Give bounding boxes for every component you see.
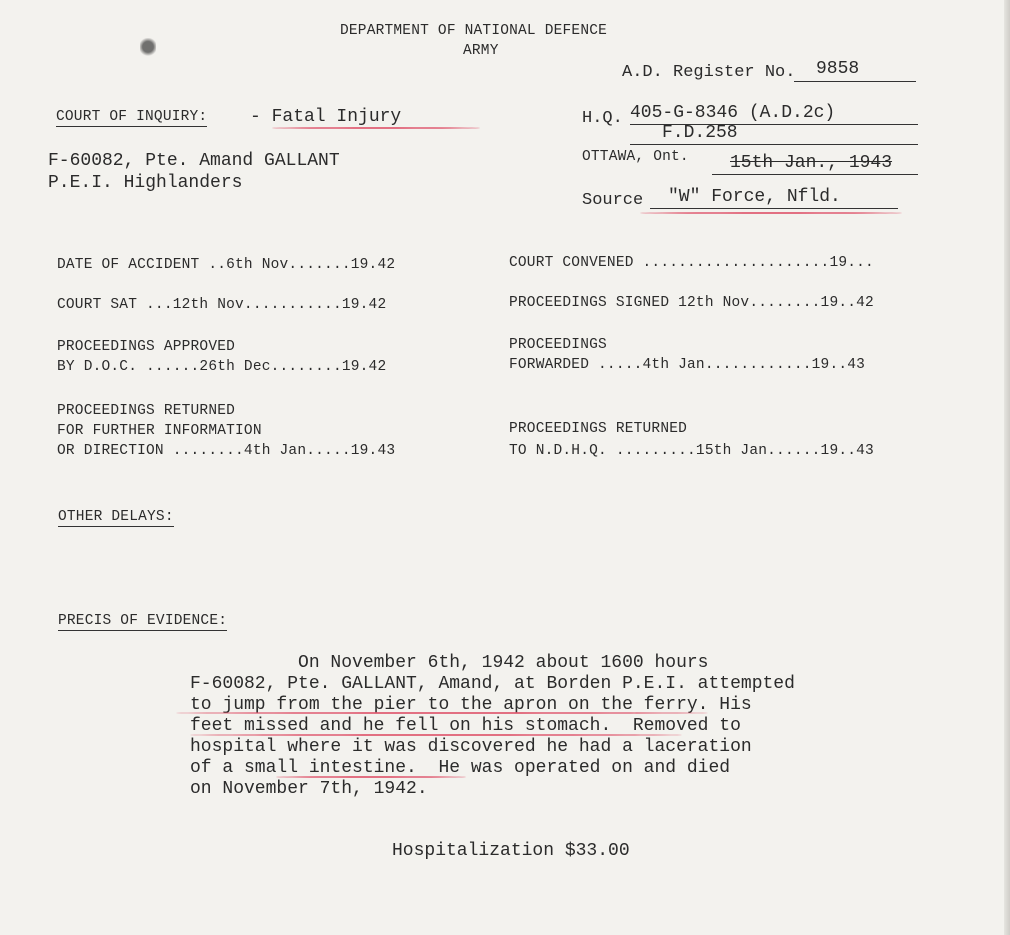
dispatch-date: 15th Jan., 1943	[712, 154, 918, 175]
red-underline-precis-3	[276, 776, 466, 778]
precis-line: F-60082, Pte. GALLANT, Amand, at Borden P.E.I. attempted	[190, 674, 795, 694]
soldier-line: F-60082, Pte. Amand GALLANT	[48, 151, 340, 171]
precis-line: on November 7th, 1942.	[190, 779, 428, 799]
proceedings-returned-value: OR DIRECTION ........4th Jan.....19.43	[57, 443, 396, 459]
returned-ndhq-value: TO N.D.H.Q. .........15th Jan......19..43	[509, 443, 874, 459]
proceedings-forwarded-value: FORWARDED .....4th Jan............19..43	[509, 357, 866, 373]
other-delays-label: OTHER DELAYS:	[58, 509, 174, 525]
source-value: "W" Force, Nfld.	[650, 188, 898, 209]
hospitalization: Hospitalization $33.00	[392, 841, 630, 861]
fd-number: F.D.258	[662, 123, 738, 143]
fd-underline	[630, 144, 918, 145]
scan-edge	[1004, 0, 1010, 935]
red-underline-precis-1	[176, 712, 708, 714]
hq-number: 405-G-8346 (A.D.2c)	[630, 104, 918, 125]
court-type: - Fatal Injury	[250, 107, 402, 127]
register-number: 9858	[794, 60, 916, 82]
precis-line: On November 6th, 1942 about 1600 hours	[190, 653, 709, 673]
proceedings-approved-value: BY D.O.C. ......26th Dec........19.42	[57, 359, 387, 375]
returned-ndhq-label: PROCEEDINGS RETURNED	[509, 421, 688, 437]
punch-hole-mark	[140, 38, 156, 60]
proceedings-returned-label-2: FOR FURTHER INFORMATION	[57, 423, 262, 439]
proceedings-returned-label-1: PROCEEDINGS RETURNED	[57, 403, 236, 419]
court-of-inquiry-label: COURT OF INQUIRY:	[56, 109, 208, 125]
precis-line: of a small intestine. He was operated on and died	[190, 758, 731, 778]
precis-line: to jump from the pier to the apron on the ferry. His	[190, 695, 752, 715]
red-underline-court	[272, 127, 480, 129]
precis-label: PRECIS OF EVIDENCE:	[58, 613, 228, 629]
register-label: A.D. Register No.	[622, 63, 796, 82]
precis-line: feet missed and he fell on his stomach. Removed to	[190, 716, 741, 736]
precis-line: hospital where it was discovered he had a laceration	[190, 737, 752, 757]
date-of-accident: DATE OF ACCIDENT ..6th Nov.......19.42	[57, 257, 396, 273]
red-underline-precis-2	[190, 734, 682, 736]
source-label: Source	[582, 191, 644, 210]
department-heading: DEPARTMENT OF NATIONAL DEFENCE	[340, 23, 608, 39]
unit-line: P.E.I. Highlanders	[48, 173, 243, 193]
hq-label: H.Q.	[582, 109, 623, 128]
place-label: OTTAWA, Ont.	[582, 149, 689, 165]
court-sat: COURT SAT ...12th Nov...........19.42	[57, 297, 387, 313]
red-underline-source	[640, 212, 902, 214]
court-convened: COURT CONVENED .....................19...	[509, 255, 874, 271]
branch-heading: ARMY	[463, 43, 499, 59]
proceedings-signed: PROCEEDINGS SIGNED 12th Nov........19..42	[509, 295, 874, 311]
proceedings-approved-label: PROCEEDINGS APPROVED	[57, 339, 236, 355]
proceedings-forwarded-label: PROCEEDINGS	[509, 337, 607, 353]
